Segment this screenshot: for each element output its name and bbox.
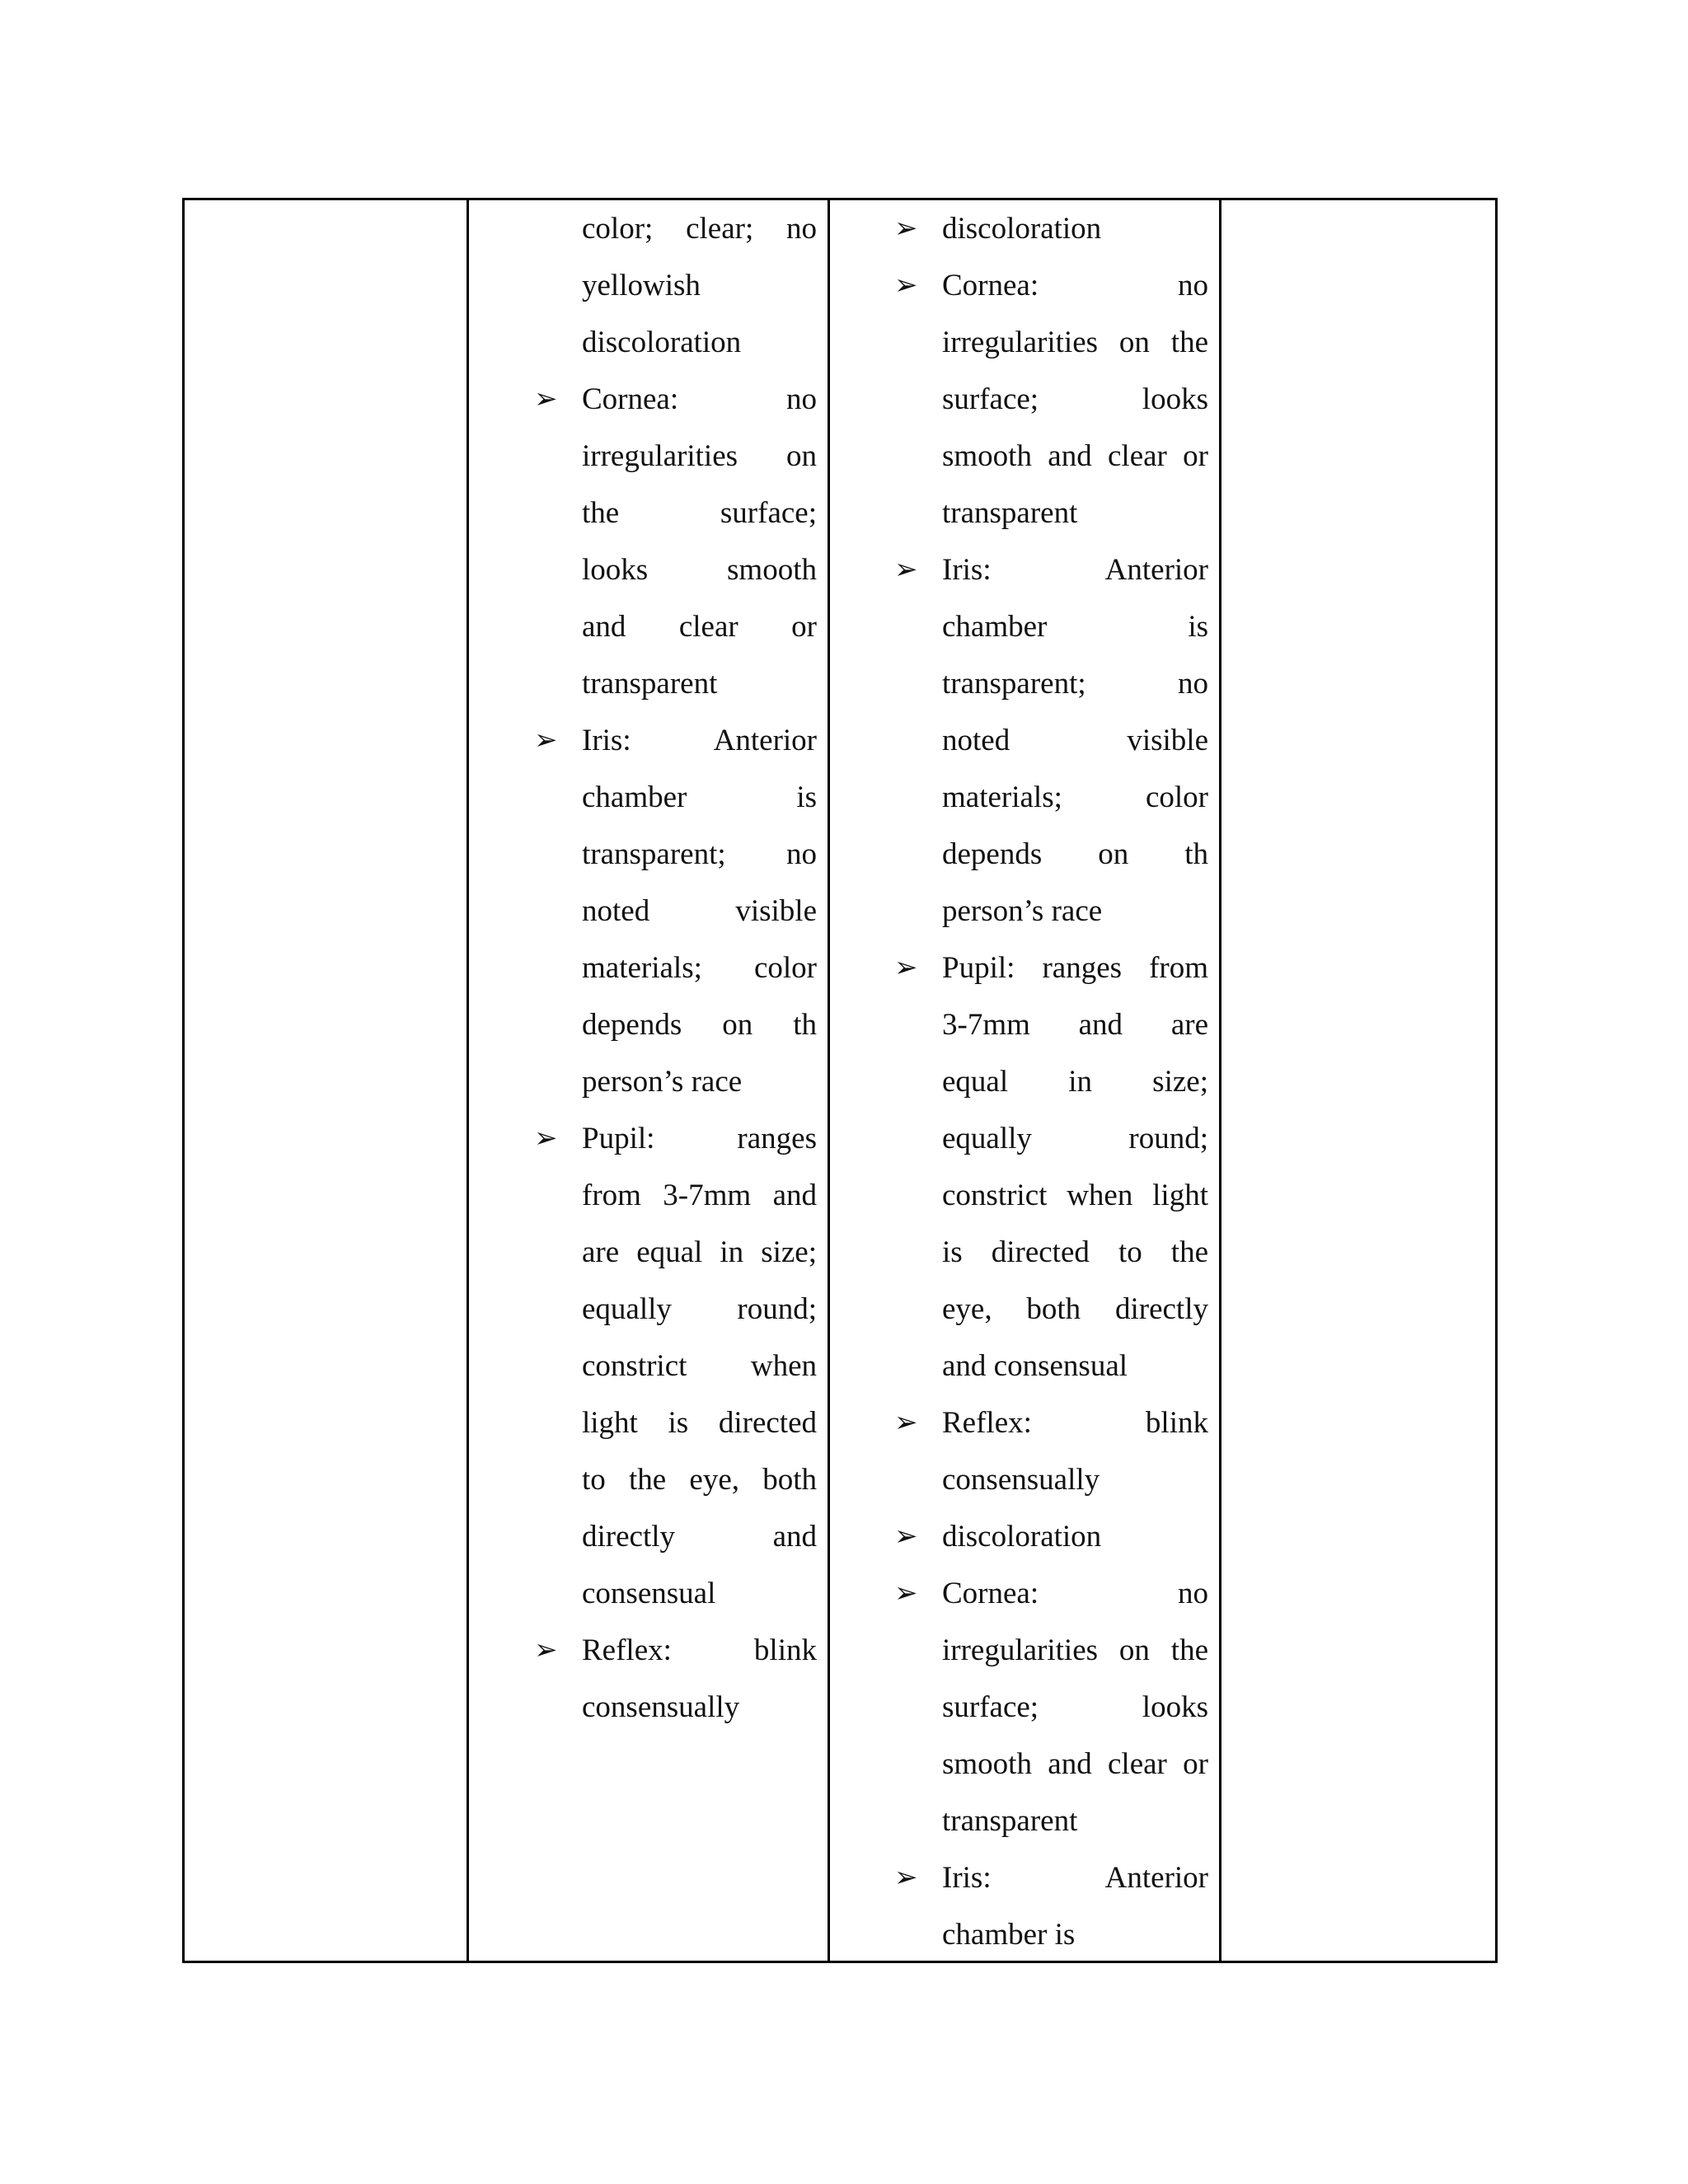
list-item-text-line: equally round; (942, 1122, 1208, 1155)
column-divider (828, 200, 830, 1961)
list-item-text-line: Iris: Anterior (582, 724, 817, 757)
list-item-text-line: transparent (942, 496, 1078, 530)
actual-findings-list (894, 200, 1208, 1963)
list-item-text-line: consensually (942, 1463, 1100, 1497)
list-item-text-line: equally round; (582, 1292, 817, 1326)
list-item-text-line: materials; color (582, 951, 817, 985)
arrow-bullet-icon: ➢ (894, 953, 918, 983)
list-item-text-line: discoloration (942, 1520, 1102, 1554)
list-item-text-line: and clear or (582, 610, 817, 644)
list-item-text-line: irregularities on the (942, 1633, 1208, 1667)
list-item-text-line: Pupil: ranges from (942, 951, 1208, 985)
list-item (894, 1849, 1208, 1963)
arrow-bullet-icon: ➢ (534, 1635, 558, 1666)
list-item-text-line: noted visible (942, 724, 1208, 757)
list-item-text-line: transparent; no (942, 667, 1208, 701)
list-item-text-line: looks smooth (582, 553, 817, 587)
list-item-text-line: Reflex: blink (942, 1406, 1208, 1440)
table-cell-empty (1221, 200, 1495, 1961)
normal-findings-cell (534, 200, 817, 1961)
list-item-text-line: consensual (582, 1577, 716, 1610)
list-item-text-line: depends on th (942, 837, 1208, 871)
arrow-bullet-icon: ➢ (894, 270, 918, 301)
list-item (894, 200, 1208, 257)
list-item-text-line: irregularities on (582, 439, 817, 473)
list-item-text-line: irregularities on the (942, 326, 1208, 359)
actual-findings-cell (894, 200, 1208, 1961)
list-item-text-line: surface; looks (942, 382, 1208, 416)
list-item-text-line: Cornea: no (582, 382, 817, 416)
list-item-text-line: discoloration (942, 212, 1102, 246)
arrow-bullet-icon: ➢ (894, 1863, 918, 1893)
arrow-bullet-icon: ➢ (894, 1408, 918, 1438)
list-item-text-line: to the eye, both (582, 1463, 817, 1497)
list-item (894, 1508, 1208, 1565)
list-item-text-line: is directed to the (942, 1235, 1208, 1269)
list-item-text-line: person’s race (942, 894, 1103, 928)
list-item-text-line: directly and (582, 1520, 817, 1554)
arrow-bullet-icon: ➢ (534, 725, 558, 756)
list-item-text-line: chamber is (942, 610, 1208, 644)
arrow-bullet-icon: ➢ (894, 213, 918, 244)
list-item-text-line: smooth and clear or (942, 1747, 1208, 1781)
list-item-text-line: person’s race (582, 1065, 743, 1099)
list-item-text-line: depends on th (582, 1008, 817, 1042)
arrow-bullet-icon: ➢ (534, 384, 558, 415)
list-item (894, 1565, 1208, 1849)
list-item-text-line: Pupil: ranges (582, 1122, 817, 1155)
list-item (894, 257, 1208, 541)
list-item-text-line: chamber is (942, 1918, 1076, 1952)
list-item-text-line: surface; looks (942, 1690, 1208, 1724)
list-item (534, 1110, 817, 1622)
arrow-bullet-icon: ➢ (534, 1123, 558, 1154)
list-item-text-line: from 3-7mm and (582, 1179, 817, 1212)
list-item-text-line: color; clear; no (582, 212, 817, 246)
assessment-table (182, 198, 1498, 1963)
list-item-text-line: transparent (582, 667, 718, 701)
list-item-text-line: chamber is (582, 780, 817, 814)
list-item-text-line: smooth and clear or (942, 439, 1208, 473)
arrow-bullet-icon: ➢ (894, 1578, 918, 1609)
list-item-text-line: constrict when (582, 1349, 817, 1383)
list-item-text-line: light is directed (582, 1406, 817, 1440)
list-item (534, 1622, 817, 1736)
list-item (534, 712, 817, 1110)
list-item (534, 371, 817, 712)
list-item-text-line: eye, both directly (942, 1292, 1208, 1326)
list-item-text-line: and consensual (942, 1349, 1128, 1383)
list-item-text-line: Reflex: blink (582, 1633, 817, 1667)
arrow-bullet-icon: ➢ (894, 555, 918, 585)
list-item-text-line: the surface; (582, 496, 817, 530)
list-item-text-line: 3-7mm and are (942, 1008, 1208, 1042)
list-item-text-line: Iris: Anterior (942, 1861, 1208, 1895)
list-item-text-line: transparent; no (582, 837, 817, 871)
list-item (894, 541, 1208, 940)
list-item-text-line: Iris: Anterior (942, 553, 1208, 587)
list-item (582, 200, 817, 371)
list-item-text-line: consensually (582, 1690, 740, 1724)
arrow-bullet-icon: ➢ (894, 1521, 918, 1552)
table-cell-empty (185, 200, 467, 1961)
list-item-text-line: Cornea: no (942, 1577, 1208, 1610)
list-item (894, 940, 1208, 1394)
list-item-text-line: are equal in size; (582, 1235, 817, 1269)
list-item-text-line: transparent (942, 1804, 1078, 1838)
list-item-text-line: Cornea: no (942, 269, 1208, 302)
list-item-text-line: equal in size; (942, 1065, 1208, 1099)
list-item-text-line: constrict when light (942, 1179, 1208, 1212)
column-divider (467, 200, 469, 1961)
list-item-text-line: yellowish (582, 269, 701, 302)
list-item (894, 1394, 1208, 1508)
list-item-text-line: materials; color (942, 780, 1208, 814)
normal-findings-list (534, 200, 817, 1736)
list-item-text-line: noted visible (582, 894, 817, 928)
list-item-text-line: discoloration (582, 326, 742, 359)
